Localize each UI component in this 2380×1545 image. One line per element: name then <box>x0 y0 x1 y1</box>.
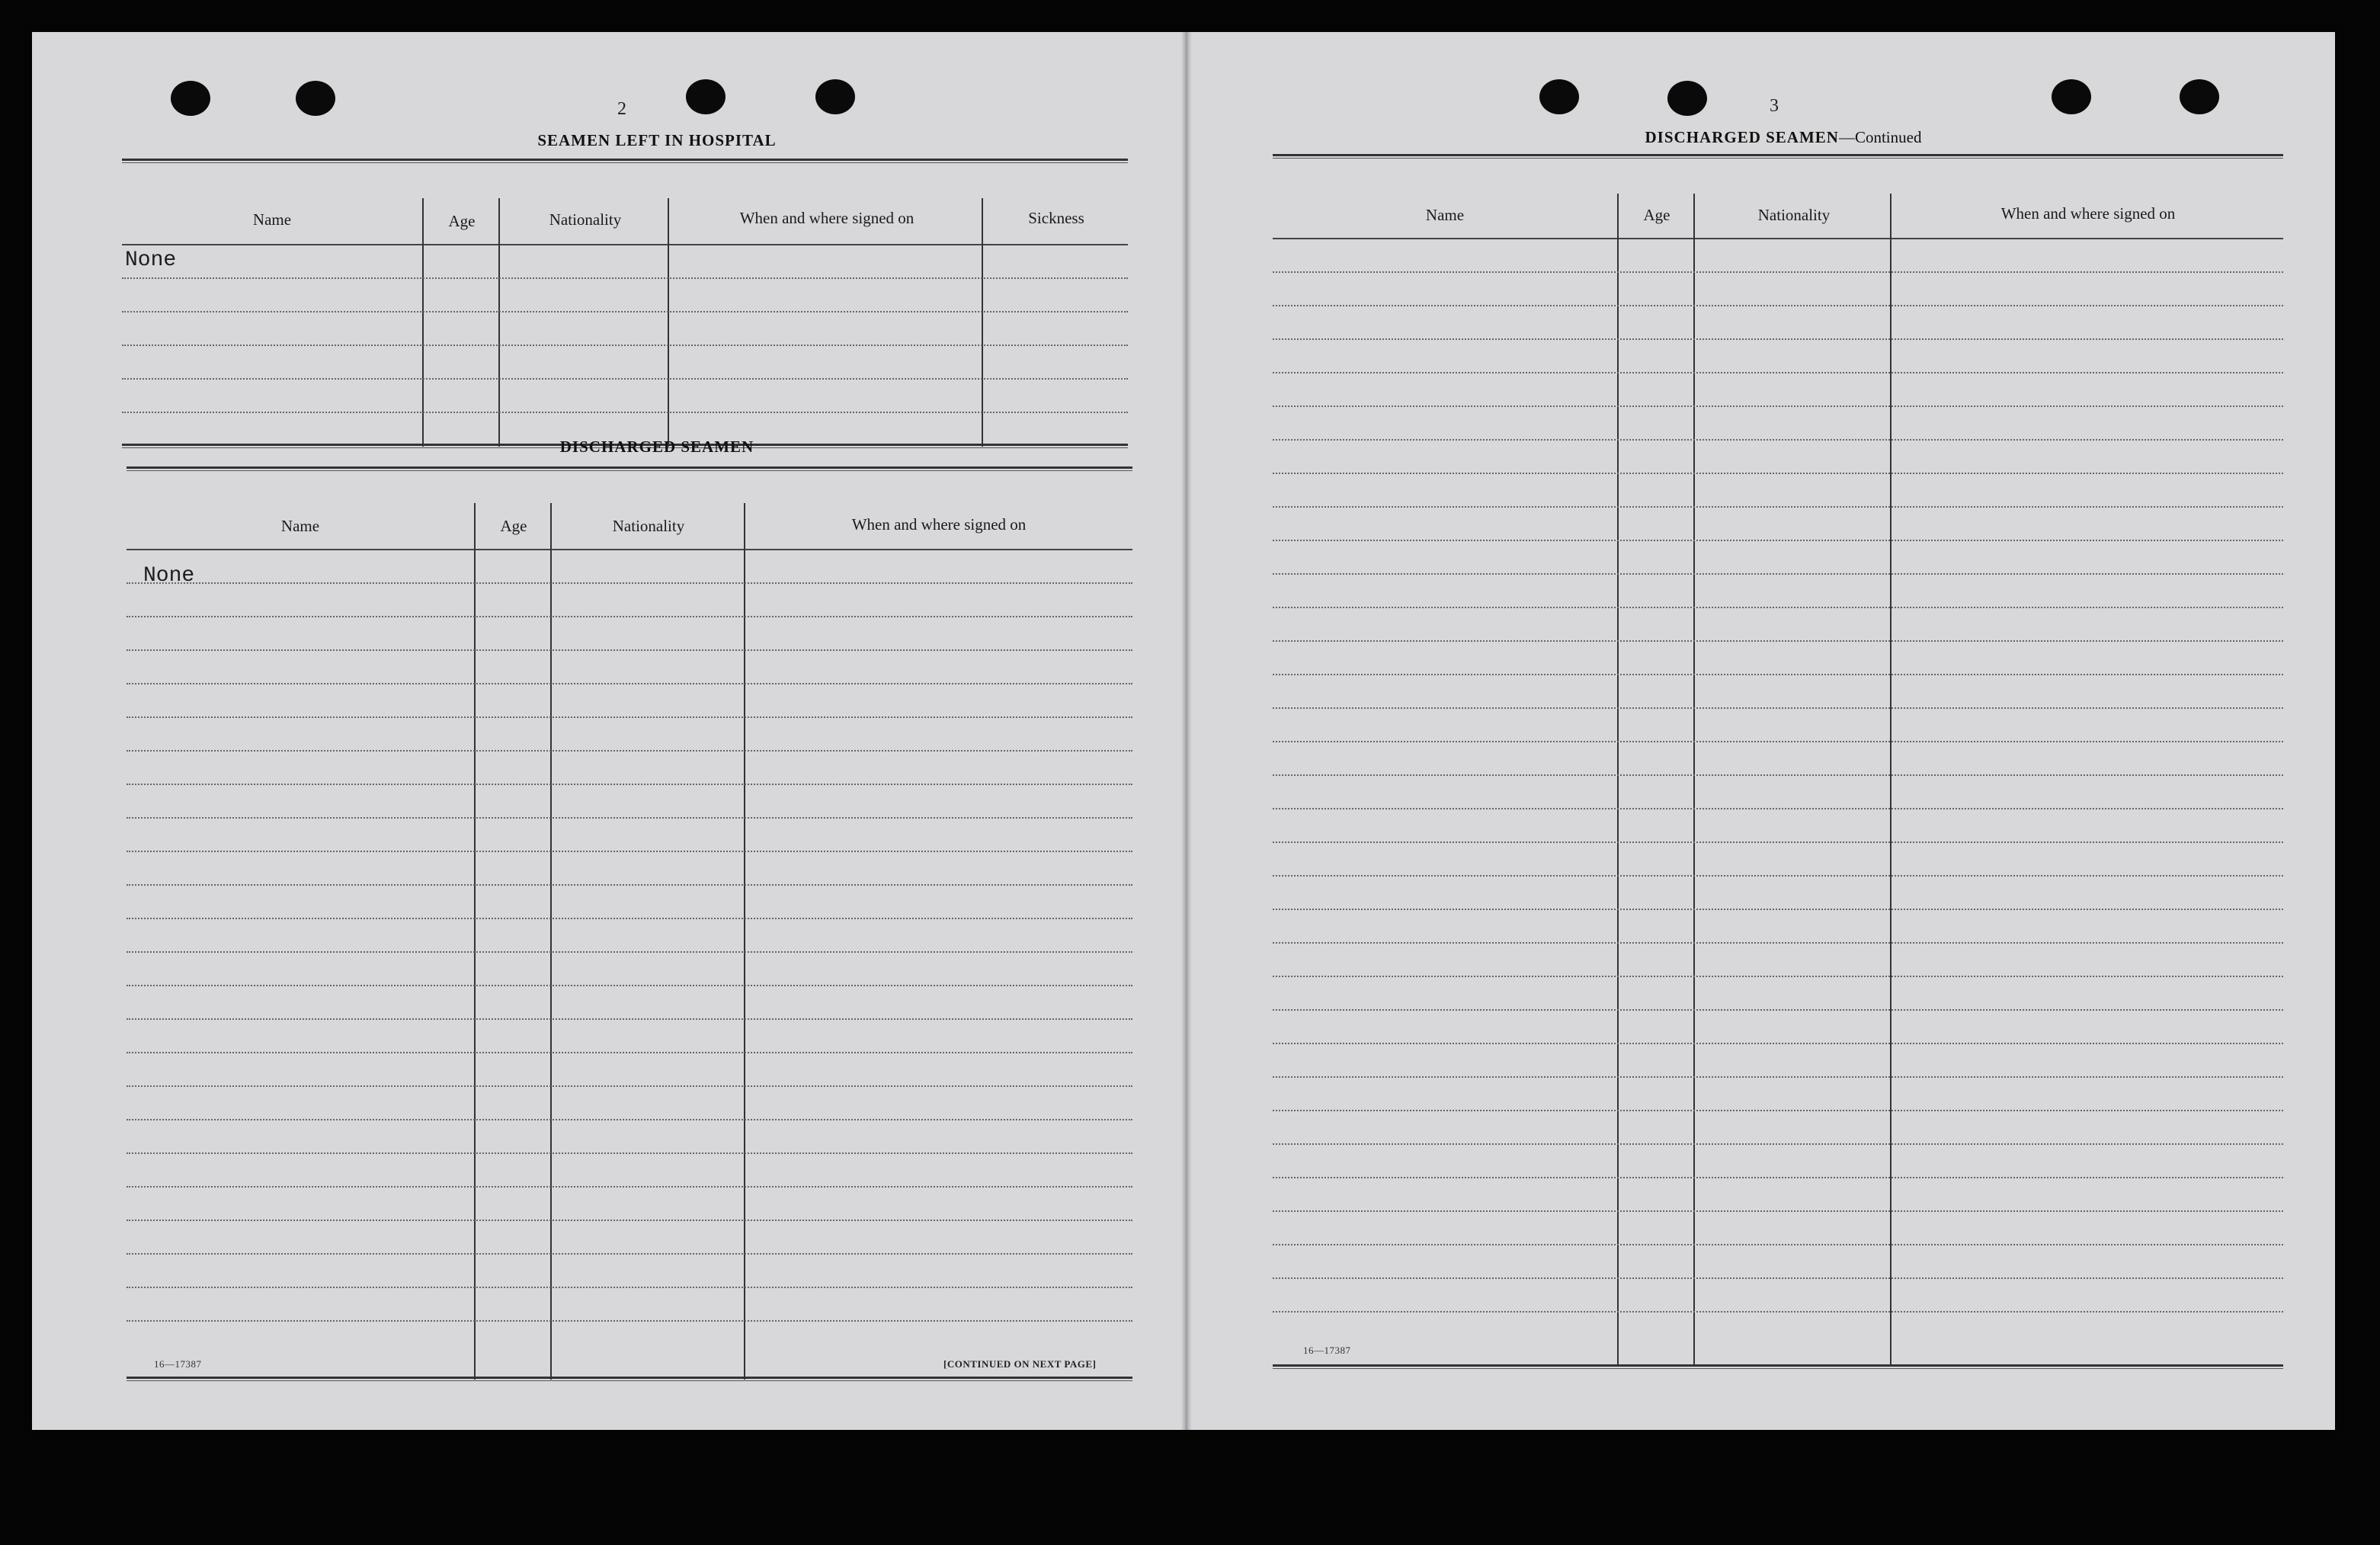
punch-hole <box>2052 79 2091 114</box>
col-header-age: Age <box>1643 206 1670 224</box>
punch-hole <box>1539 79 1579 114</box>
punch-hole <box>2180 79 2219 114</box>
punch-hole <box>1667 81 1707 116</box>
col-header-sickness: Sickness <box>1028 209 1084 227</box>
col-header-name: Name <box>1425 206 1465 224</box>
col-header-age: Age <box>500 517 527 535</box>
page-fold <box>1181 32 1192 1430</box>
col-header-signed-on: When and where signed on <box>2000 204 2176 223</box>
hospital-table <box>122 159 1128 451</box>
discharged-table-right <box>1273 154 2283 1374</box>
hospital-section-title: SEAMEN LEFT IN HOSPITAL <box>537 131 777 149</box>
col-header-nationality: Nationality <box>549 210 622 229</box>
col-header-age: Age <box>448 212 476 230</box>
punch-hole <box>686 79 726 114</box>
hospital-entry: None <box>125 248 177 272</box>
continued-suffix: —Continued <box>1838 128 1922 146</box>
punch-hole <box>815 79 855 114</box>
punch-hole <box>171 81 210 116</box>
col-header-signed-on: When and where signed on <box>851 515 1027 534</box>
col-header-name: Name <box>252 210 292 229</box>
discharged-section-title: DISCHARGED SEAMEN <box>559 438 754 456</box>
col-header-name: Name <box>280 517 320 535</box>
col-header-nationality: Nationality <box>1757 206 1831 224</box>
form-code-left: 16—17387 <box>154 1358 202 1370</box>
col-header-nationality: Nationality <box>612 517 685 535</box>
discharged-table-left <box>127 466 1132 1384</box>
form-code-right: 16—17387 <box>1303 1345 1351 1356</box>
page-number-left: 2 <box>617 99 626 119</box>
discharged-continued-title-text: DISCHARGED SEAMEN <box>1645 128 1839 146</box>
col-header-signed-on: When and where signed on <box>739 209 915 227</box>
document-sheet <box>32 32 2335 1430</box>
discharged-entry: None <box>143 564 195 588</box>
continued-note: [CONTINUED ON NEXT PAGE] <box>943 1358 1097 1370</box>
page-number-right: 3 <box>1770 96 1779 116</box>
discharged-continued-title <box>1562 128 2004 147</box>
punch-hole <box>296 81 335 116</box>
